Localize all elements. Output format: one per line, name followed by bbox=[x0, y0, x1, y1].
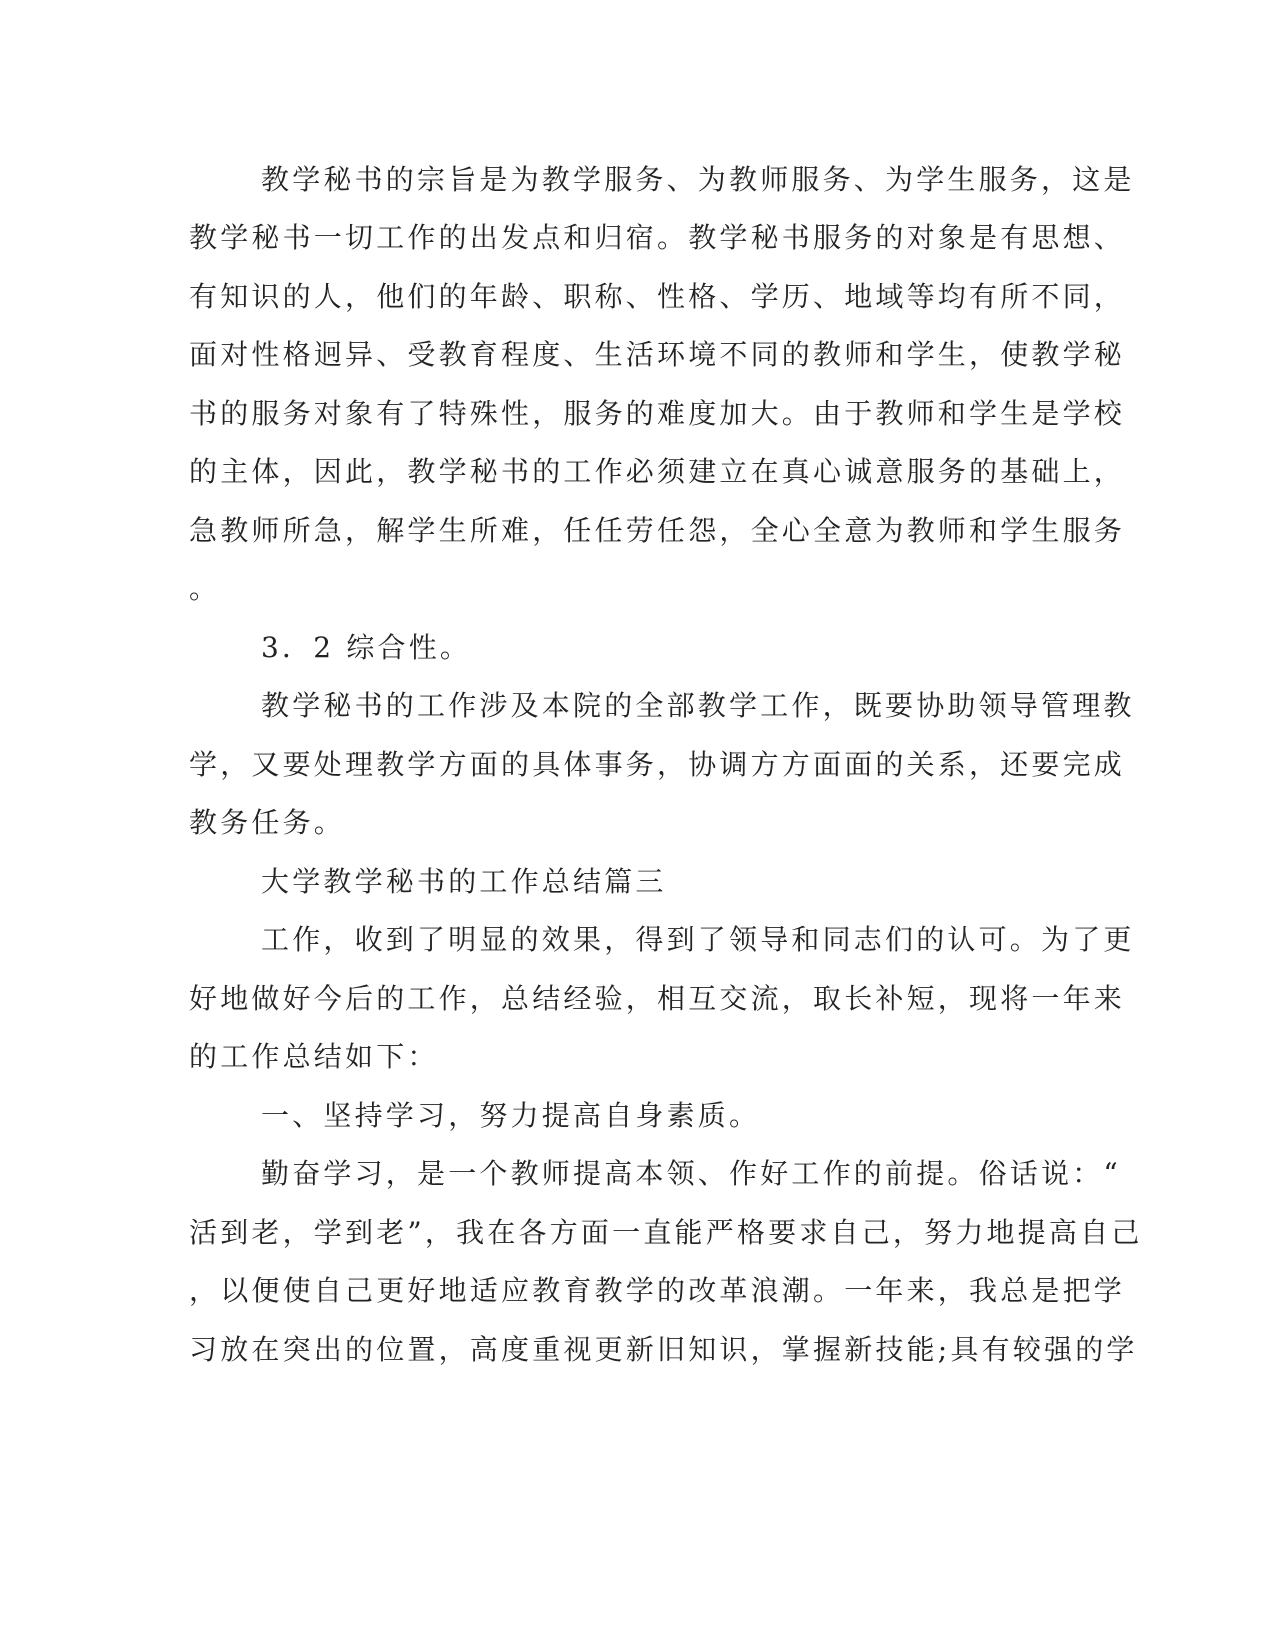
text-line: 急教师所急，解学生所难，任任劳任怨，全心全意为教师和学生服务 bbox=[189, 514, 1126, 547]
section-title: 大学教学秘书的工作总结篇三 bbox=[261, 865, 667, 898]
text-line: 勤奋学习，是一个教师提高本领、作好工作的前提。俗话说：“ bbox=[261, 1157, 1121, 1190]
text-line: 工作，收到了明显的效果，得到了领导和同志们的认可。为了更 bbox=[261, 923, 1135, 956]
text-line: 教学秘书一切工作的出发点和归宿。教学秘书服务的对象是有思想、 bbox=[189, 221, 1126, 254]
text-line: 活到老，学到老”，我在各方面一直能严格要求自己，努力地提高自己 bbox=[189, 1216, 1143, 1249]
text-line: 学，又要处理教学方面的具体事务，协调方方面面的关系，还要完成 bbox=[189, 748, 1126, 781]
text-line: 教务任务。 bbox=[189, 806, 346, 839]
text-line: 的工作总结如下： bbox=[189, 1040, 439, 1073]
text-line: ，以便使自己更好地适应教育教学的改革浪潮。一年来，我总是把学 bbox=[189, 1274, 1126, 1307]
text-line: 的主体，因此，教学秘书的工作必须建立在真心诚意服务的基础上， bbox=[189, 455, 1126, 488]
text-line: 习放在突出的位置，高度重视更新旧知识，掌握新技能;具有较强的学 bbox=[189, 1333, 1138, 1366]
text-line: 教学秘书的工作涉及本院的全部教学工作，既要协助领导管理教 bbox=[261, 689, 1135, 722]
text-line: 教学秘书的宗旨是为教学服务、为教师服务、为学生服务，这是 bbox=[261, 163, 1135, 196]
text-line: 好地做好今后的工作，总结经验，相互交流，取长补短，现将一年来 bbox=[189, 982, 1126, 1015]
text-line: 书的服务对象有了特殊性，服务的难度加大。由于教师和学生是学校 bbox=[189, 397, 1126, 430]
text-line: 面对性格迥异、受教育程度、生活环境不同的教师和学生，使教学秘 bbox=[189, 338, 1126, 371]
section-heading: 3．2 综合性。 bbox=[261, 631, 472, 664]
text-line: 有知识的人，他们的年龄、职称、性格、学历、地域等均有所不同， bbox=[189, 280, 1126, 313]
section-heading: 一、坚持学习，努力提高自身素质。 bbox=[261, 1099, 761, 1132]
text-line: 。 bbox=[189, 572, 221, 605]
